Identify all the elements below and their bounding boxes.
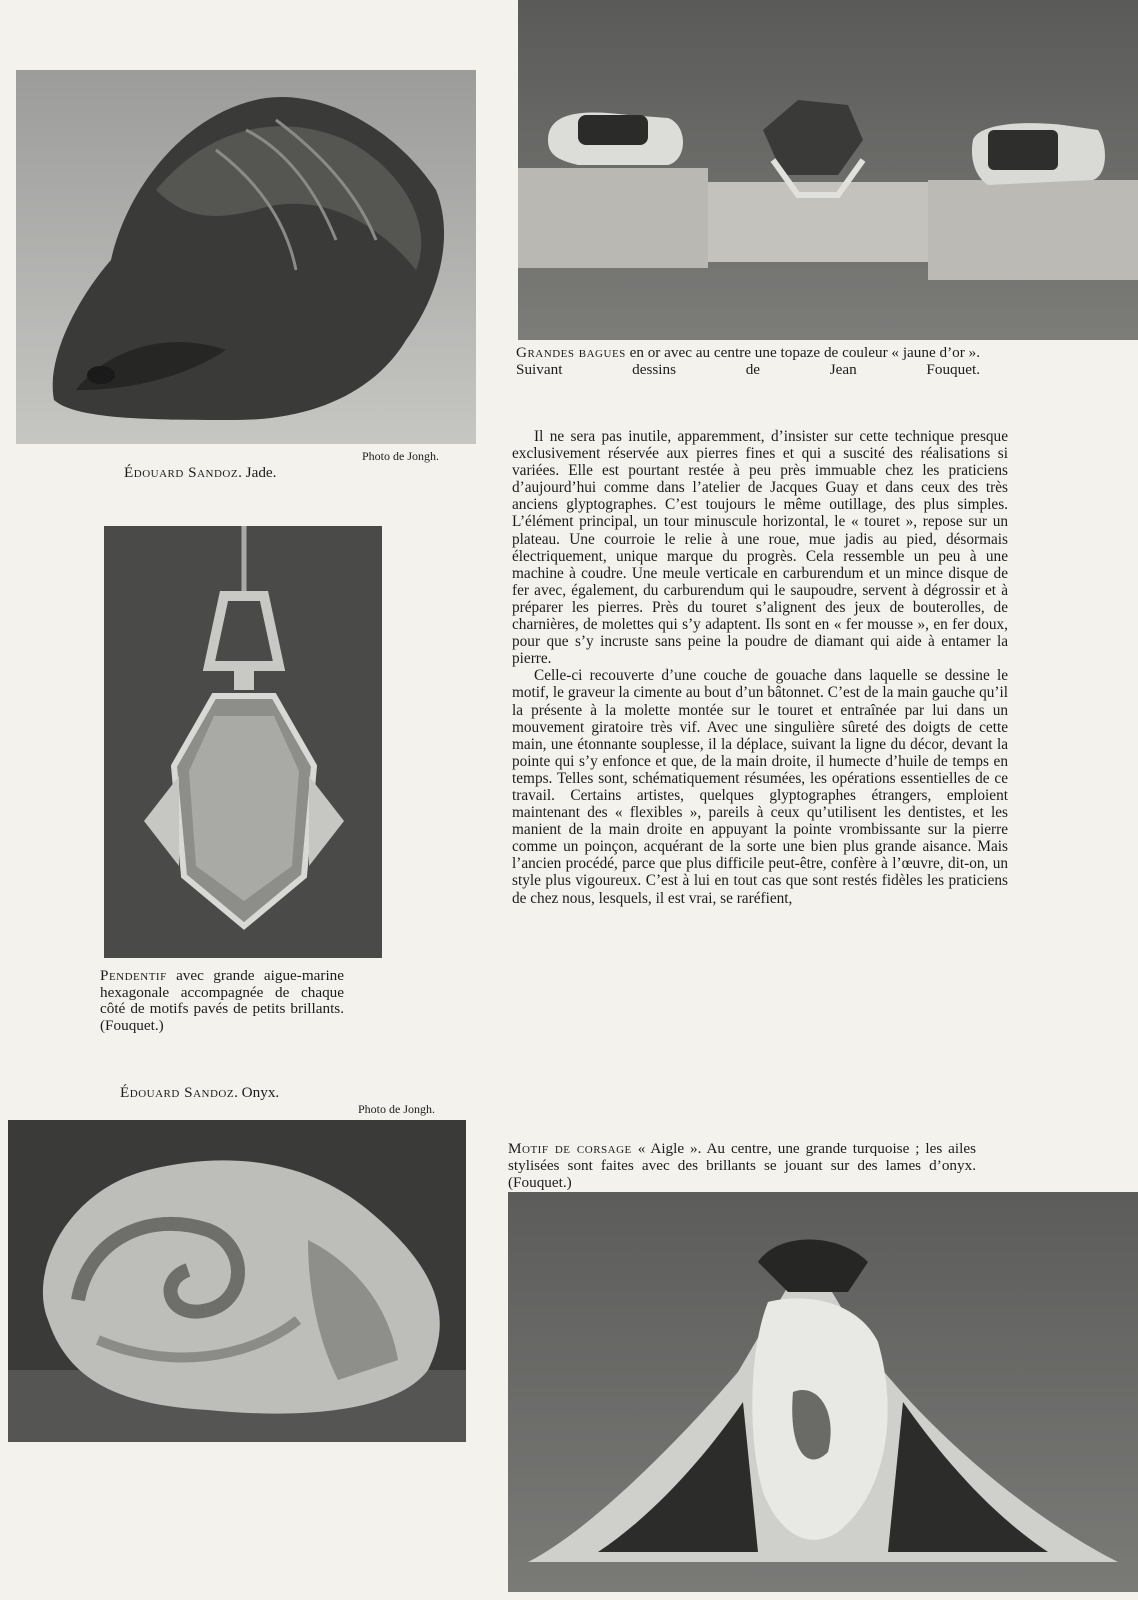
caption-lead: Pendentif — [100, 967, 167, 984]
caption-lead: Grandes bagues — [516, 344, 626, 361]
caption-motif-corsage — [508, 1140, 976, 1191]
caption-lead: Édouard Sandoz — [124, 464, 239, 481]
photo-motif-aigle — [508, 1192, 1138, 1592]
photo-pendentif — [104, 526, 382, 958]
caption-onyx — [120, 1084, 279, 1101]
article-body — [512, 428, 1008, 907]
caption-pendentif — [100, 968, 344, 1034]
article-paragraph: Il ne sera pas inutile, apparemment, d’insister sur cette technique presque exclusivement réservée aux pierres fines et qui a suscité des réalisations si variées. Elle est pourtant restée à peu près immuable chez les praticiens d’aujourd’hui comme dans l’atelier de Jacques Guay et dans ceux des très anciens glyptographes. C’est toujours le même outillage, des plus simples. L’élément principal, un tour minuscule horizontal, le « touret », repose sur un plateau. Une courroie le relie à une roue, mue jadis au pied, désormais électriquement, unique marque du progrès. Cela ressemble un peu à une machine à coudre. Une meule verticale en carburendum et un mince disque de fer avec, également, du carburendum qui le saupoudre, servent à dégrossir et à préparer les pierres. Près du touret s’alignent des jeux de bouterolles, de charnières, de molettes qui s’y adaptent. Ils sont en « fer mousse », en fer doux, pour que s’y incruste sans peine la poudre de diamant qui aide à entamer la pierre. — [512, 428, 1008, 668]
photo-credit-onyx: Photo de Jongh. — [358, 1102, 436, 1116]
caption-text: avec grande aigue-marine hexagonale accompagnée de chaque côté de motifs pavés de petits brillants. (Fouquet.) — [100, 967, 344, 1034]
caption-text: en or avec au centre une topaze de couleur « jaune d’or ». Suivant dessins de Jean Fouquet. — [516, 344, 980, 378]
caption-grandes-bagues — [516, 344, 980, 378]
article-paragraph: Celle-ci recouverte d’une couche de gouache dans laquelle se dessine le motif, le graveur la cimente au bout d’un bâtonnet. C’est de la main gauche qu’il la présente à la molette montée sur le touret et entraînée par lui dans un mouvement giratoire très vif. Avec une singulière sûreté des doigts de cette main, une étonnante souplesse, il la déplace, suivant la ligne du décor, devant la pointe qui s’y enfonce et que, de la main droite, il humecte d’huile de temps en temps. Telles sont, schématiquement résumées, les opérations essentielles de ce travail. Certains artistes, quelques glyptographes étrangers, emploient maintenant des « flexibles », pareils à ceux qu’utilisent les dentistes, et les manient de la main droite en appuyant la pointe vrombissante sur la pierre comme un poinçon, acquérant de la sorte une bien plus grande aisance. Mais l’ancien procédé, parce que plus difficile peut-être, confère à l’œuvre, dit-on, un style plus vigoureux. C’est à lui en tout cas que sont restés fidèles les praticiens de chez nous, lesquels, il est vrai, se raréfient, — [512, 667, 1008, 907]
caption-text: « Aigle ». Au centre, une grande turquoise ; les ailes stylisées sont faites avec des brillants se jouant sur des lames d’onyx. (Fouquet.) — [508, 1140, 976, 1191]
caption-text: . Onyx. — [234, 1084, 280, 1101]
photo-jade-fish — [16, 70, 476, 444]
caption-lead: Motif de corsage — [508, 1140, 632, 1157]
photo-credit-jade: Photo de Jongh. — [362, 449, 440, 463]
caption-text: . Jade. — [238, 464, 277, 481]
photo-grandes-bagues — [518, 0, 1138, 340]
photo-onyx — [8, 1120, 466, 1442]
caption-jade — [124, 464, 276, 481]
caption-lead: Édouard Sandoz — [120, 1084, 235, 1101]
